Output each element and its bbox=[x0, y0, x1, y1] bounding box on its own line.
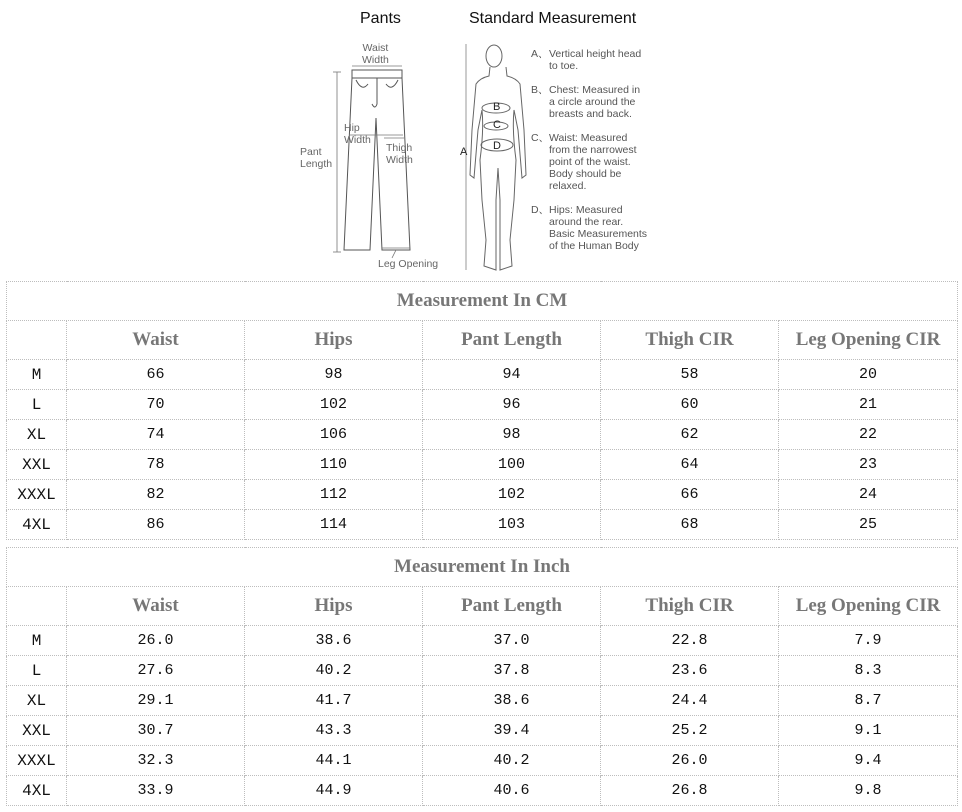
waist-cell: 27.6 bbox=[67, 656, 245, 686]
waist-cell: 29.1 bbox=[67, 686, 245, 716]
hips-cell: 44.1 bbox=[245, 746, 423, 776]
leg-opening-cir-cell: 24 bbox=[779, 480, 958, 510]
pant-length-cell: 100 bbox=[423, 450, 601, 480]
hips-cell: 114 bbox=[245, 510, 423, 540]
thigh-cir-cell: 66 bbox=[601, 480, 779, 510]
body-letter-b: B bbox=[493, 101, 501, 113]
size-cell: L bbox=[7, 656, 67, 686]
table-row bbox=[7, 716, 958, 746]
table-row bbox=[7, 510, 958, 540]
thigh-cir-cell: 26.0 bbox=[601, 746, 779, 776]
cm-size-table bbox=[6, 281, 958, 540]
pant-length-cell: 38.6 bbox=[423, 686, 601, 716]
table-header-row bbox=[7, 587, 958, 626]
waist-cell: 82 bbox=[67, 480, 245, 510]
size-cell: XL bbox=[7, 420, 67, 450]
table-row bbox=[7, 686, 958, 716]
hips-cell: 106 bbox=[245, 420, 423, 450]
leg-opening-cir-cell: 22 bbox=[779, 420, 958, 450]
column-header-waist: Waist bbox=[67, 587, 245, 626]
thigh-cir-cell: 22.8 bbox=[601, 626, 779, 656]
cm-table-title: Measurement In CM bbox=[7, 282, 958, 321]
note-b-text: Chest: Measured in a circle around the breasts and back. bbox=[549, 84, 641, 120]
table-row bbox=[7, 450, 958, 480]
pant-length-cell: 40.2 bbox=[423, 746, 601, 776]
hips-cell: 43.3 bbox=[245, 716, 423, 746]
pant-length-cell: 102 bbox=[423, 480, 601, 510]
body-letter-d: D bbox=[493, 140, 501, 152]
pant-length-cell: 39.4 bbox=[423, 716, 601, 746]
table-title-row bbox=[7, 548, 958, 587]
hips-cell: 102 bbox=[245, 390, 423, 420]
thigh-cir-cell: 62 bbox=[601, 420, 779, 450]
note-d-letter: D、 bbox=[531, 204, 550, 216]
note-b-letter: B、 bbox=[531, 84, 549, 96]
column-header-size bbox=[7, 587, 67, 626]
thigh-cir-cell: 60 bbox=[601, 390, 779, 420]
hips-cell: 41.7 bbox=[245, 686, 423, 716]
table-title-row bbox=[7, 282, 958, 321]
leg-opening-label: Leg Opening bbox=[378, 258, 439, 270]
leg-opening-cir-cell: 7.9 bbox=[779, 626, 958, 656]
thigh-cir-cell: 26.8 bbox=[601, 776, 779, 806]
note-a-letter: A、 bbox=[531, 48, 549, 60]
size-cell: XXL bbox=[7, 716, 67, 746]
column-header-hips: Hips bbox=[245, 587, 423, 626]
table-row bbox=[7, 746, 958, 776]
table-row bbox=[7, 480, 958, 510]
size-cell: L bbox=[7, 390, 67, 420]
pant-length-cell: 37.8 bbox=[423, 656, 601, 686]
waist-cell: 26.0 bbox=[67, 626, 245, 656]
waist-cell: 32.3 bbox=[67, 746, 245, 776]
note-d-text: Hips: Measured around the rear. Basic Measurements of the Human Body bbox=[549, 204, 648, 252]
leg-opening-cir-cell: 9.4 bbox=[779, 746, 958, 776]
size-cell: 4XL bbox=[7, 510, 67, 540]
thigh-cir-cell: 64 bbox=[601, 450, 779, 480]
waist-cell: 86 bbox=[67, 510, 245, 540]
hips-cell: 40.2 bbox=[245, 656, 423, 686]
hips-cell: 110 bbox=[245, 450, 423, 480]
table-row bbox=[7, 776, 958, 806]
size-cell: M bbox=[7, 626, 67, 656]
leg-opening-cir-cell: 23 bbox=[779, 450, 958, 480]
column-header-pant-length: Pant Length bbox=[423, 321, 601, 360]
pant-length-cell: 37.0 bbox=[423, 626, 601, 656]
pant-length-label: Pant Length bbox=[300, 146, 333, 170]
column-header-waist: Waist bbox=[67, 321, 245, 360]
pants-heading: Pants bbox=[360, 10, 401, 27]
body-illustration bbox=[466, 44, 526, 270]
size-cell: 4XL bbox=[7, 776, 67, 806]
column-header-pant-length: Pant Length bbox=[423, 587, 601, 626]
leg-opening-cir-cell: 8.3 bbox=[779, 656, 958, 686]
hips-cell: 112 bbox=[245, 480, 423, 510]
table-row bbox=[7, 360, 958, 390]
pant-length-cell: 103 bbox=[423, 510, 601, 540]
waist-cell: 78 bbox=[67, 450, 245, 480]
leg-opening-cir-cell: 20 bbox=[779, 360, 958, 390]
pant-length-cell: 98 bbox=[423, 420, 601, 450]
waist-cell: 74 bbox=[67, 420, 245, 450]
pant-length-cell: 40.6 bbox=[423, 776, 601, 806]
hip-width-label: Hip Width bbox=[344, 122, 371, 146]
waist-cell: 33.9 bbox=[67, 776, 245, 806]
leg-opening-cir-cell: 25 bbox=[779, 510, 958, 540]
pant-length-cell: 96 bbox=[423, 390, 601, 420]
column-header-size bbox=[7, 321, 67, 360]
hips-cell: 38.6 bbox=[245, 626, 423, 656]
size-cell: XXXL bbox=[7, 746, 67, 776]
size-cell: XL bbox=[7, 686, 67, 716]
note-a-text: Vertical height head to toe. bbox=[549, 48, 642, 72]
waist-cell: 66 bbox=[67, 360, 245, 390]
size-cell: XXXL bbox=[7, 480, 67, 510]
waist-cell: 70 bbox=[67, 390, 245, 420]
hips-cell: 44.9 bbox=[245, 776, 423, 806]
thigh-cir-cell: 68 bbox=[601, 510, 779, 540]
column-header-hips: Hips bbox=[245, 321, 423, 360]
size-cell: M bbox=[7, 360, 67, 390]
leg-opening-cir-cell: 9.8 bbox=[779, 776, 958, 806]
note-c-letter: C、 bbox=[531, 132, 550, 144]
leg-opening-cir-cell: 8.7 bbox=[779, 686, 958, 716]
thigh-cir-cell: 25.2 bbox=[601, 716, 779, 746]
thigh-cir-cell: 24.4 bbox=[601, 686, 779, 716]
hips-cell: 98 bbox=[245, 360, 423, 390]
thigh-width-label: Thigh Width bbox=[386, 142, 413, 166]
size-diagram bbox=[0, 0, 962, 278]
body-letter-c: C bbox=[493, 119, 501, 131]
table-row bbox=[7, 390, 958, 420]
size-cell: XXL bbox=[7, 450, 67, 480]
table-header-row bbox=[7, 321, 958, 360]
table-row bbox=[7, 626, 958, 656]
body-letter-a: A bbox=[460, 146, 468, 158]
table-row bbox=[7, 420, 958, 450]
note-c-text: Waist: Measured from the narrowest point of the waist. Body should be relaxed. bbox=[549, 132, 637, 192]
table-row bbox=[7, 656, 958, 686]
pant-length-cell: 94 bbox=[423, 360, 601, 390]
column-header-thigh-cir: Thigh CIR bbox=[601, 587, 779, 626]
thigh-cir-cell: 23.6 bbox=[601, 656, 779, 686]
column-header-leg-opening-cir: Leg Opening CIR bbox=[779, 587, 958, 626]
leg-opening-cir-cell: 9.1 bbox=[779, 716, 958, 746]
waist-cell: 30.7 bbox=[67, 716, 245, 746]
standard-measurement-heading: Standard Measurement bbox=[469, 10, 637, 27]
thigh-cir-cell: 58 bbox=[601, 360, 779, 390]
diagram-illustration bbox=[0, 0, 962, 278]
waist-width-label: Waist Width bbox=[362, 42, 389, 66]
inch-size-table bbox=[6, 547, 958, 806]
inch-table-title: Measurement In Inch bbox=[7, 548, 958, 587]
leg-opening-cir-cell: 21 bbox=[779, 390, 958, 420]
column-header-leg-opening-cir: Leg Opening CIR bbox=[779, 321, 958, 360]
column-header-thigh-cir: Thigh CIR bbox=[601, 321, 779, 360]
